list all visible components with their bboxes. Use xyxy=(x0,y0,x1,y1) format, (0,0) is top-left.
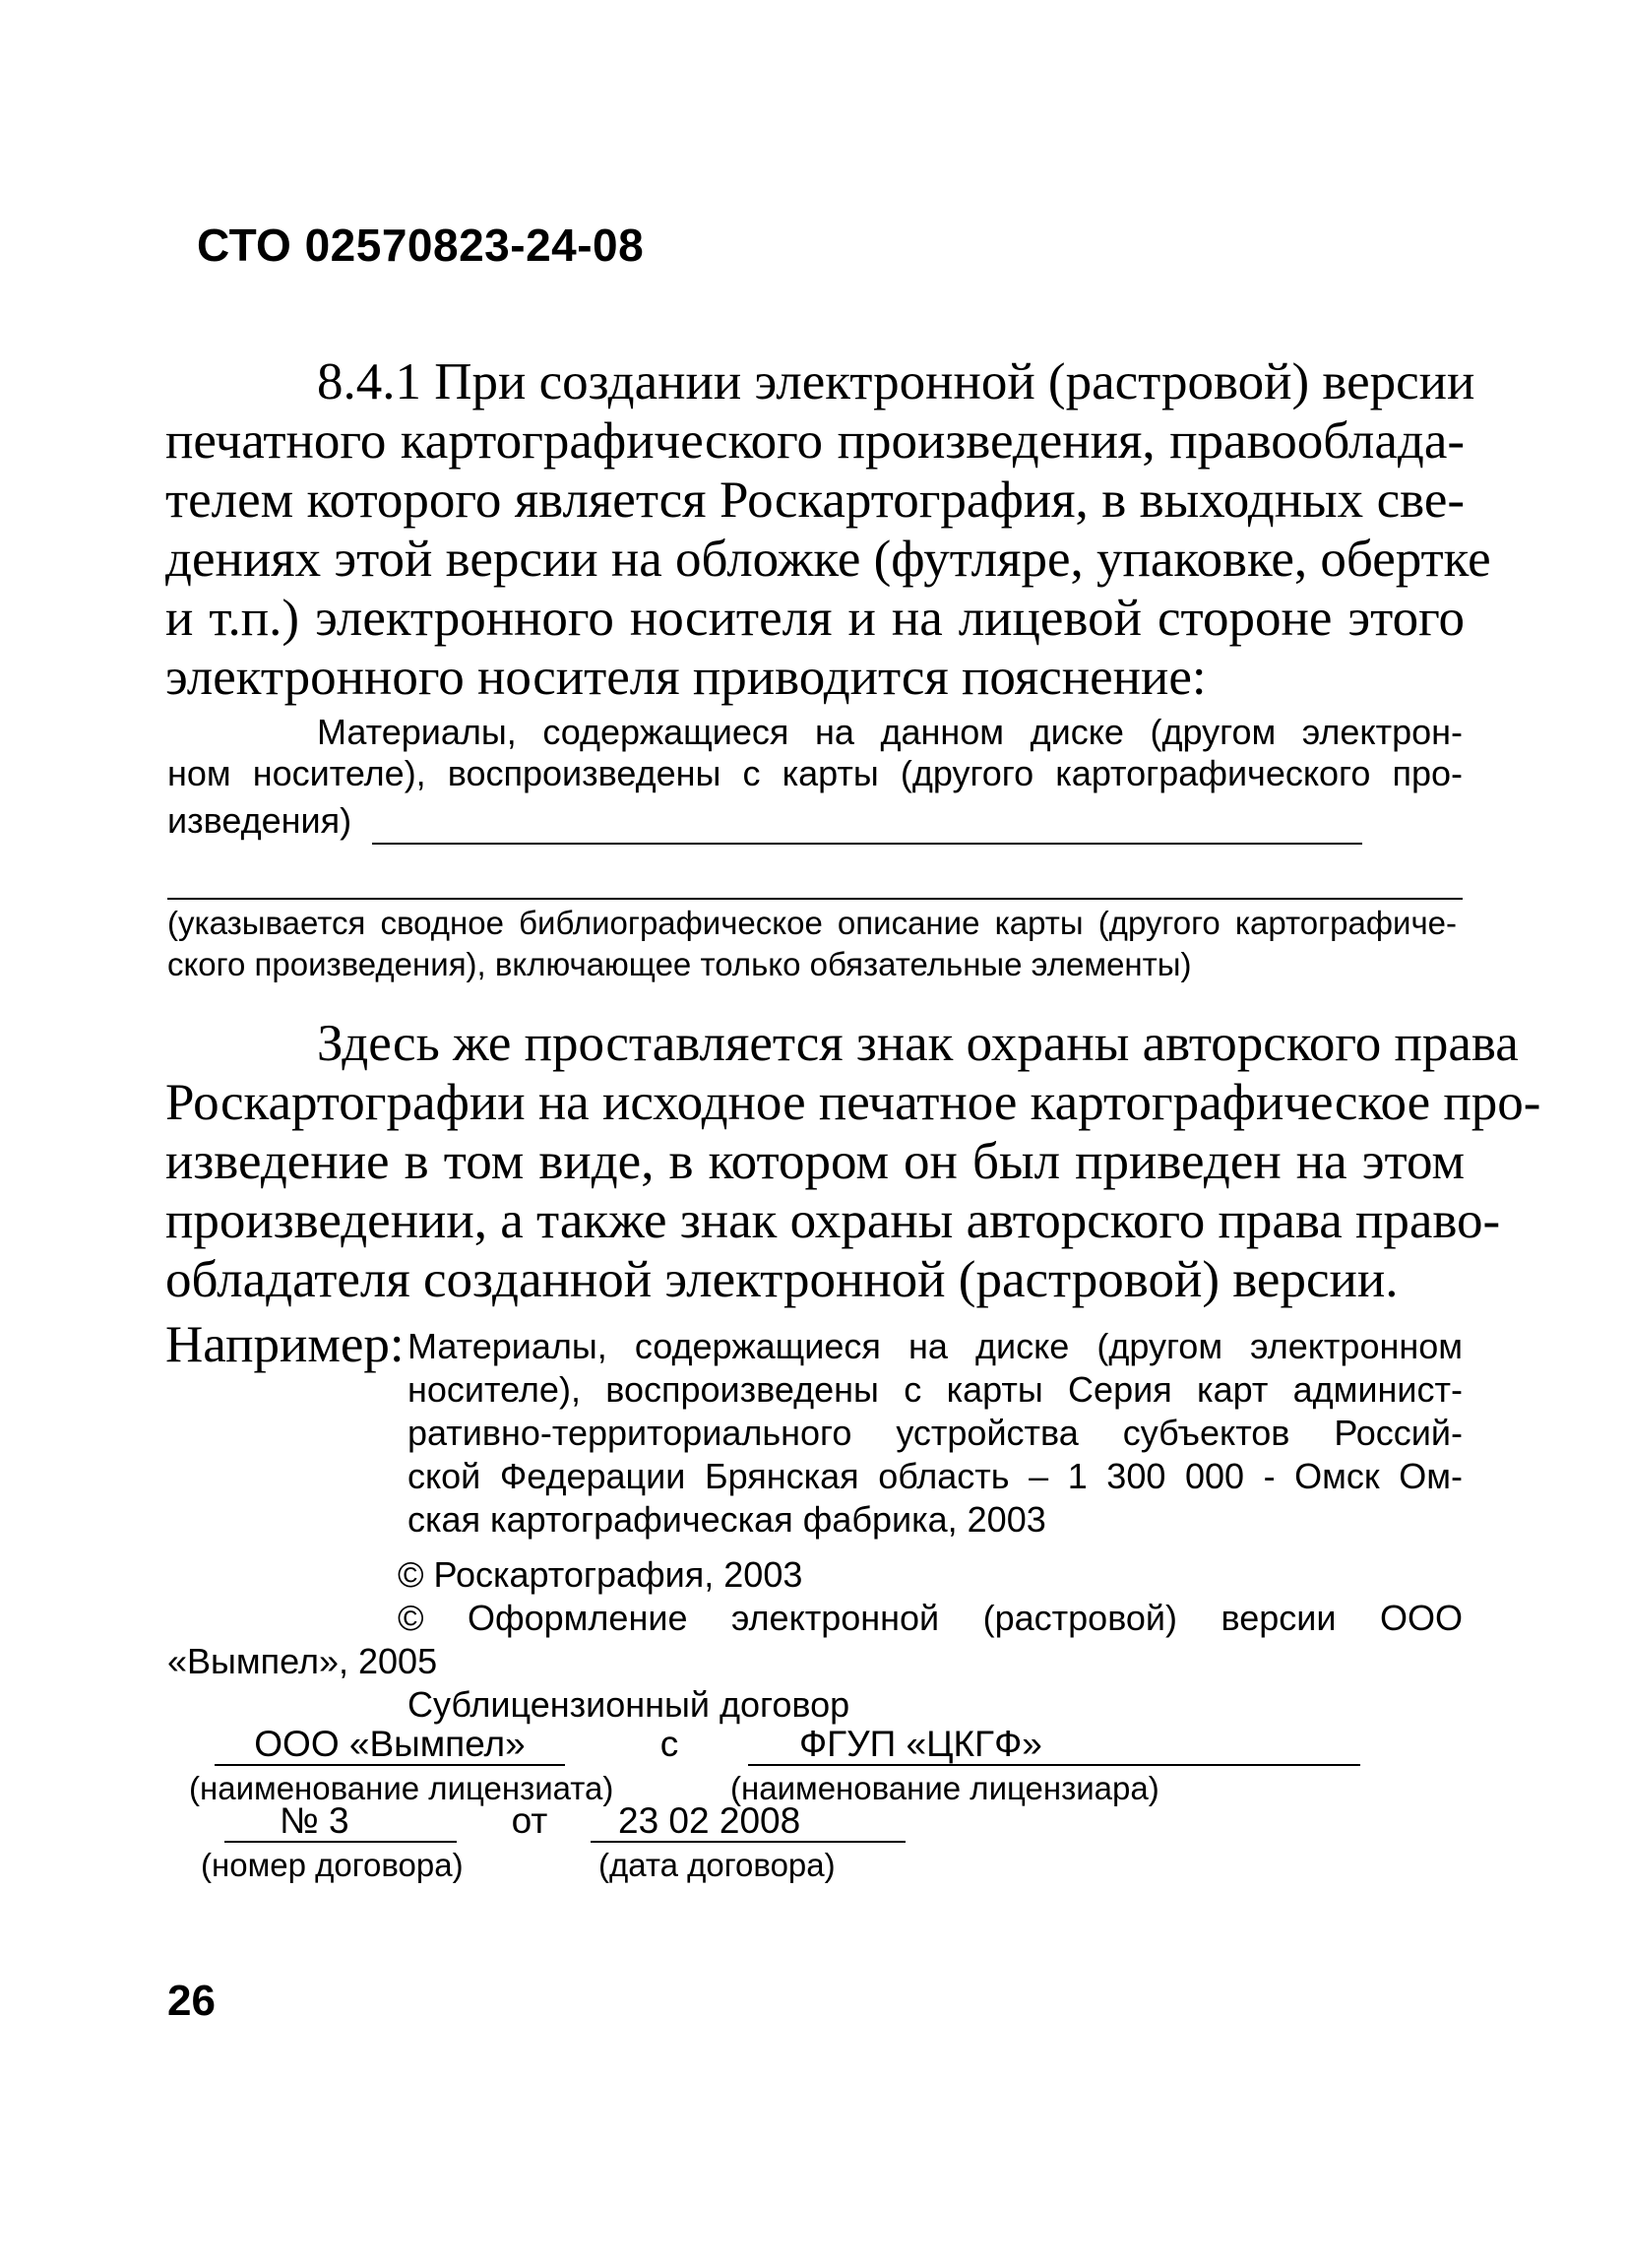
page-number: 26 xyxy=(167,1977,216,2025)
licensor-value xyxy=(748,1725,1360,1766)
licensor-text: ФГУП «ЦКГФ» xyxy=(799,1724,1042,1764)
date-caption: (дата договора) xyxy=(598,1847,836,1883)
para1-line-3: телем которого является Роскартография, в выходных све- xyxy=(165,472,1465,529)
para2-line-1: Здесь же проставляется знак охраны авторского права xyxy=(317,1015,1519,1072)
para2-line-5: обладателя созданной электронной (растровой) версии. xyxy=(165,1251,1399,1308)
template-line-3: изведения) xyxy=(167,800,352,841)
document-code: СТО 02570823-24-08 xyxy=(197,220,645,271)
contract-date-value xyxy=(591,1801,906,1843)
licensee-value xyxy=(215,1725,565,1766)
template-line-1: Материалы, содержащиеся на данном диске (другом электрон- xyxy=(317,712,1463,752)
template-blank-line-2 xyxy=(167,898,1463,900)
contract-date-text: 23 02 2008 xyxy=(618,1800,801,1841)
template-blank-line xyxy=(372,843,1362,845)
licensor-caption: (наименование лицензиара) xyxy=(730,1770,1159,1806)
para1-line-5: и т.п.) электронного носителя и на лицевой стороне этого xyxy=(165,590,1465,647)
example-line-3: ративно-территориального устройства субъектов Россий- xyxy=(407,1413,1463,1453)
para1-line-1: 8.4.1 При создании электронной (растровой) версии xyxy=(317,353,1475,410)
para1-line-4: дениях этой версии на обложке (футляре, упаковке, обертке xyxy=(165,531,1491,588)
licensee-caption: (наименование лицензиата) xyxy=(189,1770,614,1806)
from-word: от xyxy=(511,1800,548,1841)
example-line-5: ская картографическая фабрика, 2003 xyxy=(407,1499,1046,1540)
copyright-design-line-2: «Вымпел», 2005 xyxy=(167,1641,438,1681)
para2-line-3: изведение в том виде, в котором он был приведен на этом xyxy=(165,1133,1465,1190)
para2-line-4: произведении, а также знак охраны авторского права право- xyxy=(165,1192,1501,1249)
template-line-2: ном носителе), воспроизведены с карты (другого картографического про- xyxy=(167,753,1463,793)
with-word: с xyxy=(659,1724,679,1764)
copyright-design-line-1: © Оформление электронной (растровой) версии ООО xyxy=(398,1598,1463,1638)
number-caption: (номер договора) xyxy=(201,1847,464,1883)
example-line-4: ской Федерации Брянская область – 1 300 000 - Омск Ом- xyxy=(407,1456,1463,1496)
para1-line-6: электронного носителя приводится пояснение: xyxy=(165,649,1207,706)
contract-title: Сублицензионный договор xyxy=(407,1684,850,1725)
licensee-text: ООО «Вымпел» xyxy=(254,1724,526,1764)
example-line-2: носителе), воспроизведены с карты Серия карт админист- xyxy=(407,1369,1463,1410)
para1-line-2: печатного картографического произведения, правооблада- xyxy=(165,412,1465,470)
para2-line-2: Роскартографии на исходное печатное картографическое про- xyxy=(165,1074,1541,1131)
copyright-roskartografia: © Роскартография, 2003 xyxy=(398,1554,803,1595)
contract-number-value xyxy=(224,1801,457,1843)
template-note-line-1: (указывается сводное библиографическое описание карты (другого картографиче- xyxy=(167,905,1457,941)
contract-number-text: № 3 xyxy=(280,1800,349,1841)
example-label: Например: xyxy=(165,1316,405,1373)
example-line-1: Материалы, содержащиеся на диске (другом электронном xyxy=(407,1326,1463,1366)
template-note-line-2: ского произведения), включающее только обязательные элементы) xyxy=(167,946,1192,982)
